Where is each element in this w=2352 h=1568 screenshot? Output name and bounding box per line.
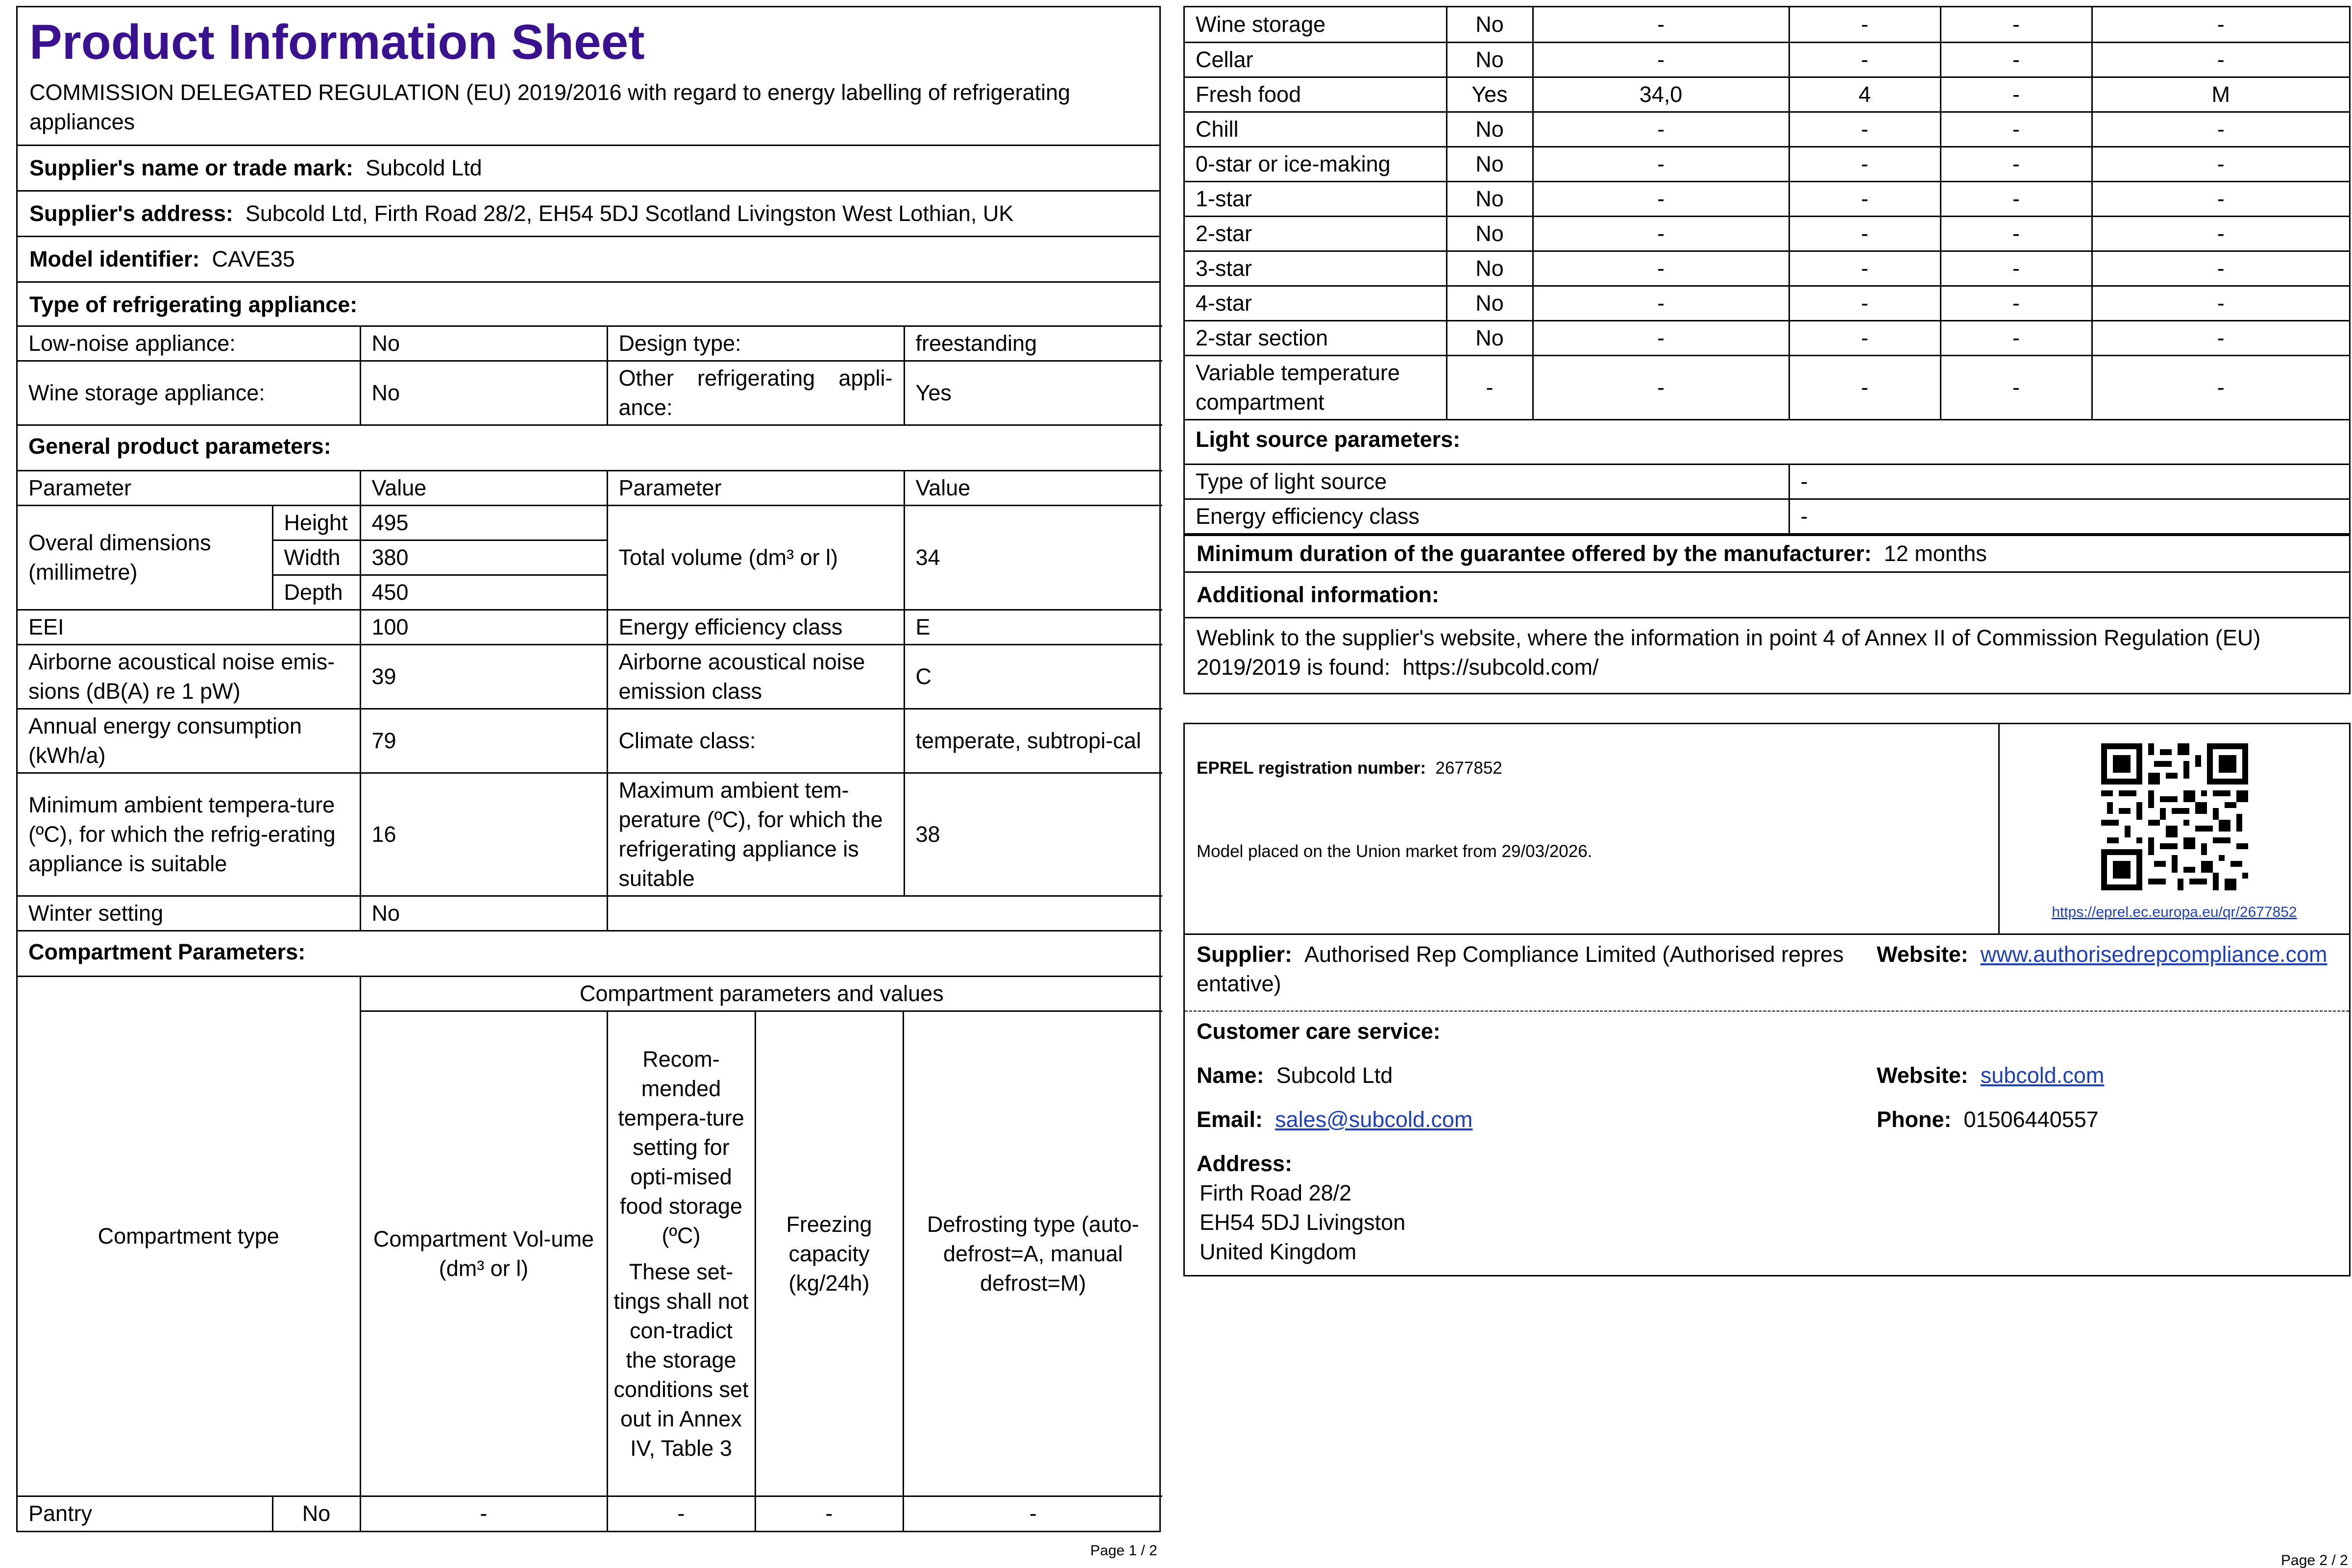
light-table	[1185, 419, 2349, 535]
col-parameter: Parameter	[607, 471, 904, 506]
light-class-label: Energy efficiency class	[1185, 499, 1789, 534]
general-table	[18, 325, 1162, 977]
guarantee-row	[1185, 535, 2349, 571]
climate-class-value: temperate, subtropi-cal	[904, 709, 1162, 773]
compartment-present: No	[1446, 147, 1533, 181]
depth-value: 450	[360, 575, 607, 610]
compartment-freezing: -	[1940, 42, 2092, 77]
compartment-defrost: -	[2092, 286, 2349, 320]
compartment-volume: 34,0	[1533, 77, 1789, 112]
address-line: EH54 5DJ Livingston	[1200, 1210, 1406, 1235]
compartment-freezing: -	[1940, 216, 2092, 251]
energy-class-label: Energy efficiency class	[607, 610, 904, 645]
care-name-row	[1197, 1061, 2337, 1090]
compartment-temp: -	[1789, 112, 1940, 147]
supplier-address-label: Supplier's address:	[29, 201, 233, 226]
min-temp-label: Minimum ambient tempera-ture (ºC), for which the refrig-erating appliance is suitable	[18, 773, 360, 896]
general-heading: General product parameters:	[18, 425, 1162, 471]
compartment-name: 2-star	[1185, 216, 1446, 251]
market-text: Model placed on the Union market from 29/03/2026.	[1197, 842, 1592, 861]
table-row	[1185, 112, 2349, 147]
max-temp-value: 38	[904, 773, 1162, 896]
compartment-heading: Compartment Parameters:	[18, 931, 1162, 977]
winter-value: No	[360, 896, 607, 931]
compartment-freezing: -	[1940, 147, 2092, 181]
empty-cell	[607, 896, 1162, 931]
table-row	[1185, 465, 2349, 499]
compartment-name: Chill	[1185, 112, 1446, 147]
compartment-present: No	[1446, 181, 1533, 216]
comp-volume-header: Compartment Vol-ume (dm³ or l)	[360, 1011, 607, 1496]
compartment-volume: -	[1533, 320, 1789, 355]
compartment-temp: -	[1789, 147, 1940, 181]
pantry-name: Pantry	[18, 1496, 272, 1531]
compartment-volume: -	[1533, 355, 1789, 419]
supplier-name: Subcold Ltd	[365, 155, 482, 180]
model-label: Model identifier:	[29, 246, 200, 271]
compartment-name: Wine storage	[1185, 7, 1446, 42]
qr-code-icon[interactable]	[2101, 743, 2248, 890]
noise-class-label: Airborne acoustical noise emission class	[607, 645, 904, 709]
other-refrig-value: Yes	[904, 361, 1162, 425]
supplier-website-link[interactable]: www.authorisedrepcompliance.com	[1980, 942, 2328, 967]
qr-link[interactable]: https://eprel.ec.europa.eu/qr/2677852	[2052, 904, 2297, 920]
table-row	[18, 709, 1162, 773]
freezing-header: Freezing capacity (kg/24h)	[755, 1011, 903, 1496]
table-row	[1185, 147, 2349, 181]
phone-value: 01506440557	[1963, 1107, 2099, 1132]
wine-storage-value: No	[360, 361, 607, 425]
address-line: United Kingdom	[1200, 1239, 1357, 1264]
supplier-website-label: Website:	[1877, 942, 1968, 967]
table-row	[18, 326, 1162, 361]
col-value: Value	[360, 471, 607, 506]
regulation-text: COMMISSION DELEGATED REGULATION (EU) 2019/2016 with regard to energy labelling of refrigerating appliances	[29, 80, 1071, 134]
table-row	[1185, 216, 2349, 251]
eei-label: EEI	[18, 610, 360, 645]
table-row	[18, 361, 1162, 425]
dimensions-label: Overal dimensions (millimetre)	[18, 506, 272, 610]
customer-care-section	[1185, 1012, 2349, 1272]
guarantee-label: Minimum duration of the guarantee offered by the manufacturer:	[1197, 541, 1872, 566]
max-temp-label: Maximum ambient tem-perature (ºC), for which the refrigerating appliance is suitable	[607, 773, 904, 896]
table-row	[18, 931, 1162, 977]
compartment-defrost: -	[2092, 355, 2349, 419]
page-2-number: Page 2 / 2	[2281, 1552, 2348, 1568]
climate-class-label: Climate class:	[607, 709, 904, 773]
supplier-name-row	[18, 145, 1159, 190]
compartment-freezing: -	[1940, 7, 2092, 42]
table-row	[18, 977, 1162, 1011]
care-email-row	[1197, 1105, 2337, 1134]
compartment-temp: -	[1789, 216, 1940, 251]
depth-label: Depth	[272, 575, 360, 610]
noise-emission-label: Airborne acoustical noise emis-sions (dB(A) re 1 pW)	[18, 645, 360, 709]
supplier-name-label: Supplier's name or trade mark:	[29, 155, 353, 180]
compartment-present: No	[1446, 216, 1533, 251]
supplier-label: Supplier:	[1197, 942, 1293, 967]
compartment-freezing: -	[1940, 77, 2092, 112]
supplier-value: Authorised Rep Compliance Limited (Authorised repres entative)	[1197, 942, 1844, 996]
additional-heading-row	[1185, 571, 2349, 617]
email-link[interactable]: sales@subcold.com	[1275, 1107, 1473, 1132]
care-website-link[interactable]: subcold.com	[1980, 1063, 2105, 1088]
compartment-volume: -	[1533, 147, 1789, 181]
winter-label: Winter setting	[18, 896, 360, 931]
compartment-defrost: -	[2092, 251, 2349, 286]
table-row	[1185, 181, 2349, 216]
defrost-header: Defrosting type (auto-defrost=A, manual defrost=M)	[903, 1011, 1162, 1496]
table-row	[18, 1496, 1162, 1531]
compartment-volume: -	[1533, 286, 1789, 320]
compartment-temp: -	[1789, 7, 1940, 42]
compartment-present: No	[1446, 42, 1533, 77]
noise-class-value: C	[904, 645, 1162, 709]
eprel-info	[1185, 724, 2000, 933]
compartment-volume: -	[1533, 181, 1789, 216]
compartment-defrost: -	[2092, 112, 2349, 147]
pantry-defrost: -	[903, 1496, 1162, 1531]
compartment-temp: -	[1789, 355, 1940, 419]
table-row	[18, 471, 1162, 506]
compartment-name: 4-star	[1185, 286, 1446, 320]
compartment-volume: -	[1533, 251, 1789, 286]
care-heading: Customer care service:	[1197, 1019, 1441, 1044]
compartment-defrost: -	[2092, 216, 2349, 251]
light-heading: Light source parameters:	[1185, 419, 2349, 465]
compartment-volume: -	[1533, 42, 1789, 77]
table-row	[1185, 320, 2349, 355]
compartment-freezing: -	[1940, 251, 2092, 286]
supplier-address-row	[18, 190, 1159, 236]
compartment-freezing: -	[1940, 286, 2092, 320]
page-1	[16, 6, 1161, 1532]
compartment-present: Yes	[1446, 77, 1533, 112]
width-label: Width	[272, 540, 360, 575]
compartment-volume: -	[1533, 216, 1789, 251]
compartment-name: 2-star section	[1185, 320, 1446, 355]
model-row	[18, 236, 1159, 281]
compartment-temp: -	[1789, 42, 1940, 77]
eprel-label: EPREL registration number:	[1197, 759, 1426, 778]
energy-class-value: E	[904, 610, 1162, 645]
table-row	[1185, 7, 2349, 42]
compartment-freezing: -	[1940, 112, 2092, 147]
rec-temp-header-cell	[607, 1011, 755, 1496]
rec-temp-header: Recom-mended tempera-ture setting for opti-mised food storage (ºC)	[618, 1046, 744, 1248]
pantry-volume: -	[360, 1496, 607, 1531]
pantry-temp: -	[607, 1496, 755, 1531]
compartment-freezing: -	[1940, 355, 2092, 419]
page-title: Product Information Sheet	[29, 15, 645, 70]
design-type-value: freestanding	[904, 326, 1162, 361]
compartment-present: -	[1446, 355, 1533, 419]
table-row	[18, 610, 1162, 645]
compartment-name: 0-star or ice-making	[1185, 147, 1446, 181]
compartment-volume: -	[1533, 112, 1789, 147]
table-row	[1185, 251, 2349, 286]
compartment-list-table	[1185, 7, 2349, 420]
total-volume-label: Total volume (dm³ or l)	[607, 506, 904, 610]
page-1-number: Page 1 / 2	[1090, 1543, 1157, 1559]
guarantee-value: 12 months	[1884, 541, 1987, 566]
low-noise-label: Low-noise appliance:	[18, 326, 360, 361]
low-noise-value: No	[360, 326, 607, 361]
table-row	[1185, 77, 2349, 112]
eei-value: 100	[360, 610, 607, 645]
compartment-present: No	[1446, 7, 1533, 42]
pantry-freezing: -	[755, 1496, 903, 1531]
compartment-freezing: -	[1940, 181, 2092, 216]
weblink-url[interactable]: https://subcold.com/	[1402, 655, 1599, 680]
annual-energy-value: 79	[360, 709, 607, 773]
total-volume-value: 34	[904, 506, 1162, 610]
comp-type-header: Compartment type	[18, 977, 360, 1496]
care-website-label: Website:	[1877, 1063, 1968, 1088]
height-value: 495	[360, 506, 607, 540]
table-row	[1185, 42, 2349, 77]
eprel-section	[1185, 724, 2349, 935]
weblink-row	[1185, 617, 2349, 693]
compartment-temp: -	[1789, 286, 1940, 320]
table-row	[18, 506, 1162, 540]
table-row	[18, 645, 1162, 709]
pantry-present: No	[272, 1496, 360, 1531]
table-row	[1185, 286, 2349, 320]
compartment-present: No	[1446, 112, 1533, 147]
light-type-value: -	[1789, 465, 2349, 499]
supplier-address: Subcold Ltd, Firth Road 28/2, EH54 5DJ Scotland Livingston West Lothian, UK	[245, 201, 1014, 226]
compartment-defrost: -	[2092, 181, 2349, 216]
page-2-main	[1183, 6, 2351, 694]
additional-heading: Additional information:	[1197, 582, 1439, 607]
compartment-name: Cellar	[1185, 42, 1446, 77]
compartment-defrost: -	[2092, 320, 2349, 355]
address-line: Firth Road 28/2	[1200, 1180, 1352, 1205]
email-label: Email:	[1197, 1107, 1263, 1132]
compartment-freezing: -	[1940, 320, 2092, 355]
table-row	[18, 425, 1162, 471]
compartment-temp: -	[1789, 181, 1940, 216]
min-temp-value: 16	[360, 773, 607, 896]
other-refrig-label: Other refrigerating appli-ance:	[607, 361, 904, 425]
qr-section	[2000, 724, 2349, 933]
compartment-temp: 4	[1789, 77, 1940, 112]
wine-storage-label: Wine storage appliance:	[18, 361, 360, 425]
light-type-label: Type of light source	[1185, 465, 1789, 499]
table-row	[1185, 355, 2349, 419]
type-heading-row	[18, 281, 1159, 327]
table-row	[18, 896, 1162, 931]
compartment-defrost: -	[2092, 42, 2349, 77]
table-row	[1185, 419, 2349, 465]
compartment-table	[18, 976, 1162, 1531]
width-value: 380	[360, 540, 607, 575]
compartment-temp: -	[1789, 251, 1940, 286]
compartment-name: 3-star	[1185, 251, 1446, 286]
compartment-name: Fresh food	[1185, 77, 1446, 112]
light-class-value: -	[1789, 499, 2349, 534]
comp-params-header: Compartment parameters and values	[360, 977, 1162, 1011]
compartment-present: No	[1446, 286, 1533, 320]
table-row	[1185, 499, 2349, 534]
compartment-defrost: M	[2092, 77, 2349, 112]
page-2-contact-box	[1183, 723, 2351, 1276]
address-label: Address:	[1197, 1151, 1293, 1176]
compartment-defrost: -	[2092, 147, 2349, 181]
annual-energy-label: Annual energy consumption (kWh/a)	[18, 709, 360, 773]
compartment-name: Variable temperature compartment	[1185, 355, 1446, 419]
name-label: Name:	[1197, 1063, 1264, 1088]
height-label: Height	[272, 506, 360, 540]
rec-temp-note: These set-tings shall not con-tradict the storage conditions set out in Annex IV, Table 3	[613, 1259, 749, 1461]
col-value: Value	[904, 471, 1162, 506]
table-row	[18, 773, 1162, 896]
model-identifier: CAVE35	[212, 246, 295, 271]
compartment-temp: -	[1789, 320, 1940, 355]
supplier-row	[1185, 935, 2349, 1010]
design-type-label: Design type:	[607, 326, 904, 361]
compartment-present: No	[1446, 320, 1533, 355]
col-parameter: Parameter	[18, 471, 360, 506]
eprel-number: 2677852	[1435, 759, 1502, 778]
phone-label: Phone:	[1877, 1107, 1952, 1132]
name-value: Subcold Ltd	[1276, 1063, 1393, 1088]
compartment-volume: -	[1533, 7, 1789, 42]
compartment-present: No	[1446, 251, 1533, 286]
compartment-name: 1-star	[1185, 181, 1446, 216]
type-heading: Type of refrigerating appliance:	[29, 292, 358, 317]
compartment-defrost: -	[2092, 7, 2349, 42]
weblink-text: Weblink to the supplier's website, where the information in point 4 of Annex II of Commission Regulation (EU) 2019/2019 is found:	[1197, 625, 2261, 680]
noise-emission-value: 39	[360, 645, 607, 709]
